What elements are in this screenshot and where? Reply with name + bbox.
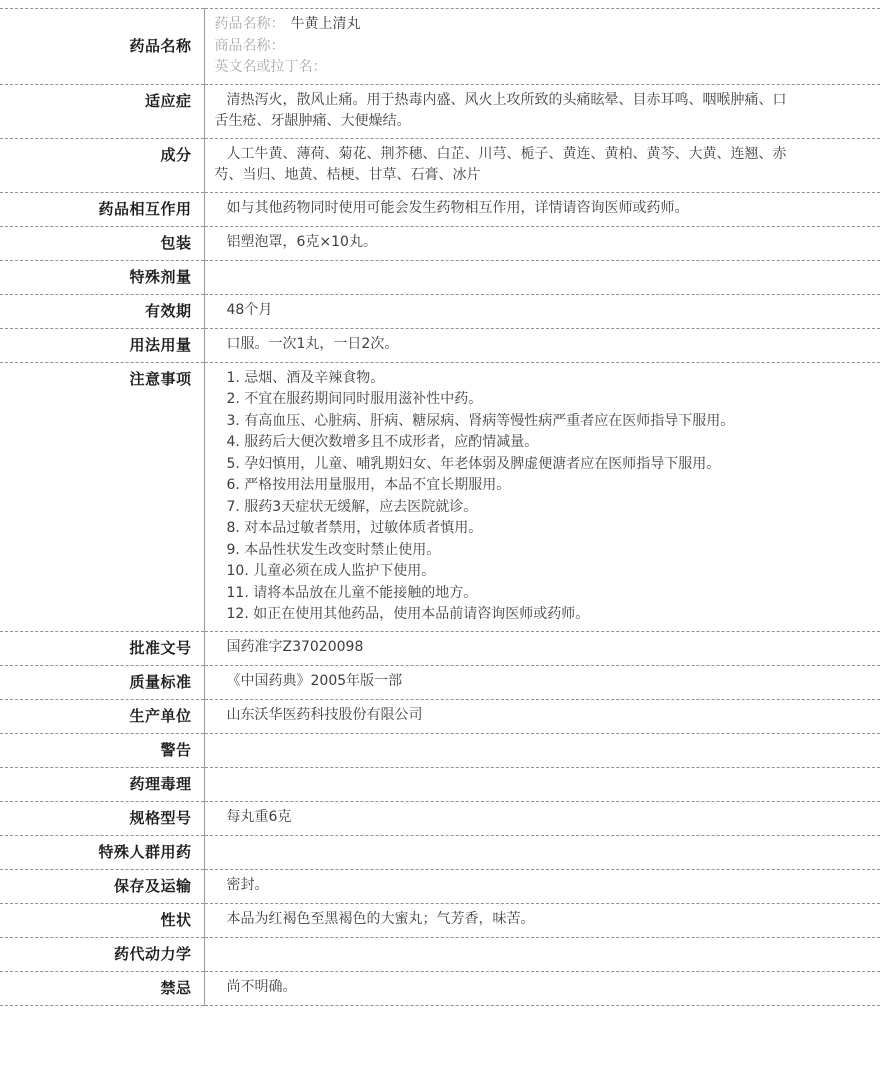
table-row	[0, 767, 880, 801]
row-content	[204, 971, 880, 1005]
row-label: 用法用量	[0, 328, 204, 362]
row-text: 48个月	[226, 301, 273, 318]
row-content	[204, 903, 880, 937]
row-content	[204, 138, 880, 192]
row-text: 尚不明确。	[226, 978, 297, 995]
table-row	[0, 84, 880, 138]
table-row	[0, 328, 880, 362]
table-row	[0, 971, 880, 1005]
row-label: 药品相互作用	[0, 192, 204, 226]
field-key: 药品名称：	[214, 16, 285, 32]
row-label: 特殊剂量	[0, 260, 204, 294]
row-text: 口服。一次1丸，一日2次。	[226, 335, 399, 352]
note-item: 1. 忌烟、酒及辛辣食物。	[226, 369, 385, 386]
row-label: 药代动力学	[0, 937, 204, 971]
row-content	[204, 665, 880, 699]
row-content	[204, 937, 880, 971]
row-content	[204, 869, 880, 903]
note-item: 9. 本品性状发生改变时禁止使用。	[226, 541, 441, 558]
row-label: 批准文号	[0, 631, 204, 665]
row-content	[204, 801, 880, 835]
note-item: 8. 对本品过敏者禁用，过敏体质者慎用。	[226, 520, 483, 536]
table-row	[0, 9, 880, 85]
field-key: 商品名称：	[214, 37, 285, 54]
field-value: 牛黄上清丸	[290, 16, 361, 32]
row-label: 包装	[0, 226, 204, 260]
row-label: 警告	[0, 733, 204, 767]
row-text: 《中国药典》2005年版一部	[226, 672, 403, 689]
row-label: 特殊人群用药	[0, 835, 204, 869]
note-item: 5. 孕妇慎用，儿童、哺乳期妇女、年老体弱及脾虚便溏者应在医师指导下服用。	[226, 455, 721, 472]
drug-info-table	[0, 8, 880, 1006]
row-text: 清热泻火，散风止痛。用于热毒内盛、风火上攻所致的头痛眩晕、目赤耳鸣、咽喉肿痛、口舌生疮、牙龈肿痛、大便燥结。	[214, 91, 787, 129]
row-text: 每丸重6克	[226, 808, 292, 825]
row-label: 禁忌	[0, 971, 204, 1005]
table-row	[0, 869, 880, 903]
row-text: 密封。	[226, 876, 269, 893]
row-text: 国药准字Z37020098	[226, 638, 364, 655]
note-item: 10. 儿童必须在成人监护下使用。	[226, 563, 436, 579]
table-row	[0, 835, 880, 869]
row-label: 药理毒理	[0, 767, 204, 801]
note-item: 11. 请将本品放在儿童不能接触的地方。	[226, 584, 478, 601]
row-content	[204, 362, 880, 631]
field-key: 英文名或拉丁名：	[214, 59, 327, 75]
row-label: 药品名称	[0, 9, 204, 85]
row-label: 性状	[0, 903, 204, 937]
note-item: 7. 服药3天症状无缓解，应去医院就诊。	[226, 498, 478, 515]
drug-info-rows	[0, 9, 880, 1006]
row-text: 铝塑泡罩，6克×10丸。	[226, 233, 377, 250]
row-text: 山东沃华医药科技股份有限公司	[226, 706, 423, 723]
table-row	[0, 903, 880, 937]
row-label: 适应症	[0, 84, 204, 138]
row-content	[204, 226, 880, 260]
row-label: 质量标准	[0, 665, 204, 699]
note-item: 4. 服药后大便次数增多且不成形者，应酌情减量。	[226, 434, 539, 450]
row-content	[204, 260, 880, 294]
table-row	[0, 699, 880, 733]
table-row	[0, 665, 880, 699]
table-row	[0, 294, 880, 328]
table-row	[0, 362, 880, 631]
note-item: 3. 有高血压、心脏病、肝病、糖尿病、肾病等慢性病严重者应在医师指导下服用。	[226, 412, 735, 429]
table-row	[0, 801, 880, 835]
row-label: 规格型号	[0, 801, 204, 835]
row-content	[204, 192, 880, 226]
table-row	[0, 937, 880, 971]
note-item: 12. 如正在使用其他药品，使用本品前请咨询医师或药师。	[226, 606, 590, 622]
row-label: 保存及运输	[0, 869, 204, 903]
row-content	[204, 767, 880, 801]
row-label: 注意事项	[0, 362, 204, 631]
row-content	[204, 294, 880, 328]
row-content	[204, 84, 880, 138]
row-text: 如与其他药物同时使用可能会发生药物相互作用，详情请咨询医师或药师。	[226, 199, 689, 216]
row-label: 生产单位	[0, 699, 204, 733]
table-row	[0, 226, 880, 260]
row-label: 有效期	[0, 294, 204, 328]
row-content	[204, 733, 880, 767]
drug-name-line	[215, 36, 791, 58]
row-content	[204, 328, 880, 362]
drug-name-line	[215, 57, 791, 79]
drug-name-line	[215, 14, 791, 36]
row-text: 本品为红褐色至黑褐色的大蜜丸；气芳香，味苦。	[226, 910, 535, 927]
row-label: 成分	[0, 138, 204, 192]
row-content	[204, 631, 880, 665]
note-item: 6. 严格按用法用量服用，本品不宜长期服用。	[226, 477, 511, 493]
table-row	[0, 260, 880, 294]
row-content	[204, 835, 880, 869]
table-row	[0, 192, 880, 226]
table-row	[0, 733, 880, 767]
table-row	[0, 138, 880, 192]
row-content	[204, 699, 880, 733]
row-content	[204, 9, 880, 85]
table-row	[0, 631, 880, 665]
row-text: 人工牛黄、薄荷、菊花、荆芥穗、白芷、川芎、栀子、黄连、黄柏、黄芩、大黄、连翘、赤芍、当归、地黄、桔梗、甘草、石膏、冰片	[214, 145, 787, 183]
note-item: 2. 不宜在服药期间同时服用滋补性中药。	[226, 391, 483, 407]
